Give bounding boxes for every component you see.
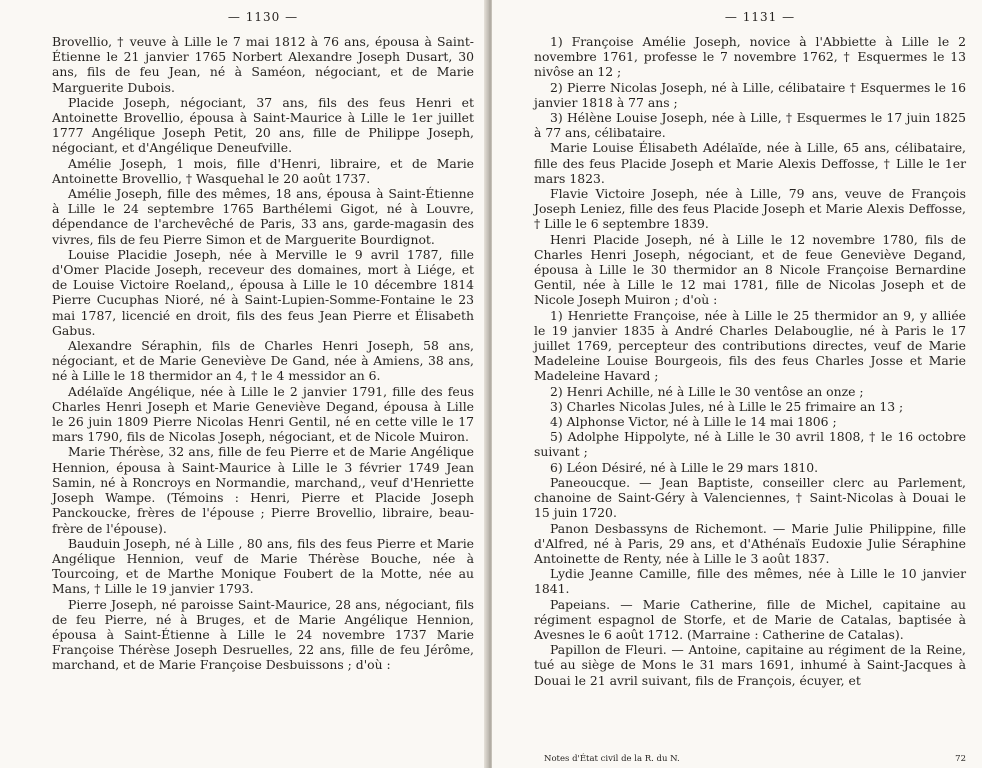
paragraph: Amélie Joseph, fille des mêmes, 18 ans, épousa à Saint-Étienne à Lille le 24 septembre 1765 Barthélemi Gigot, né à Louvre, dépendance de l'archevêché de Paris, 33 ans, garde-magasin des vivres, fils de feu Pierre Simon et de Marguerite Bourdignot. bbox=[52, 186, 474, 247]
footer-sheet-number: 72 bbox=[955, 754, 966, 764]
page-number-left: — 1130 — bbox=[227, 10, 299, 24]
paragraph: Lydie Jeanne Camille, fille des mêmes, née à Lille le 10 janvier 1841. bbox=[534, 566, 966, 597]
paragraph: Marie Thérèse, 32 ans, fille de feu Pierre et de Marie Angélique Hennion, épousa à Saint-Maurice à Lille le 3 février 1749 Jean Samin, né à Roncroys en Normandie, marchand,, veuf d'Henriette Joseph Wampe. (Témoins : Henri, Pierre et Placide Joseph Panckoucke, frères de l'épouse ; Pierre Brovellio, libraire, beau-frère de l'épouse). bbox=[52, 444, 474, 536]
list-item: 2) Pierre Nicolas Joseph, né à Lille, célibataire † Esquermes le 16 janvier 1818 à 77 ans ; bbox=[534, 79, 966, 110]
left-page bbox=[0, 0, 488, 768]
page-number-right: — 1131 — bbox=[724, 10, 796, 24]
paragraph: Marie Louise Élisabeth Adélaïde, née à Lille, 65 ans, célibataire, fille des feus Placide Joseph et Marie Alexis Deffosse, † Lille le 1er mars 1823. bbox=[534, 140, 966, 186]
entry-panon-desbassyns: Panon Desbassyns de Richemont. — Marie Julie Philippine, fille d'Alfred, né à Paris, 29 ans, et d'Athénaïs Eudoxie Julie Séraphine Antoinette de Renty, née à Lille le 3 août 1837. bbox=[534, 520, 966, 566]
paragraph: Brovellio, † veuve à Lille le 7 mai 1812 à 76 ans, épousa à Saint-Étienne le 21 janvier 1765 Norbert Alexandre Joseph Dusart, 30 ans, fils de feu Jean, né à Saméon, négociant, et de Marie Marguerite Dubois. bbox=[52, 34, 474, 95]
paragraph: Amélie Joseph, 1 mois, fille d'Henri, libraire, et de Marie Antoinette Brovellio, † Wasquehal le 20 août 1737. bbox=[52, 155, 474, 186]
entry-paneoucque: Paneoucque. — Jean Baptiste, conseiller clerc au Parlement, chanoine de Saint-Géry à Valenciennes, † Saint-Nicolas à Douai le 15 juin 1720. bbox=[534, 474, 966, 521]
list-item: 5) Adolphe Hippolyte, né à Lille le 30 avril 1808, † le 16 octobre suivant ; bbox=[534, 429, 966, 460]
paragraph: Louise Placidie Joseph, née à Merville le 9 avril 1787, fille d'Omer Placide Joseph, receveur des domaines, mort à Liége, et de Louise Victoire Roeland,, épousa à Lille le 10 décembre 1814 Pierre Cucuphas Nioré, né à Saint-Lupien-Somme-Fontaine le 23 mai 1787, licencié en droit, fils des feus Jean Pierre et Élisabeth Gabus. bbox=[52, 246, 474, 338]
paragraph: Adélaïde Angélique, née à Lille le 2 janvier 1791, fille des feus Charles Henri Joseph et Marie Geneviève Degand, épousa à Lille le 26 juin 1809 Pierre Nicolas Henri Gentil, né en cette ville le 17 mars 1790, fils de Nicolas Joseph, négociant, et de Nicole Muiron. bbox=[52, 383, 474, 445]
paragraph: Placide Joseph, négociant, 37 ans, fils des feus Henri et Antoinette Brovellio, épousa à Saint-Maurice à Lille le 1er juillet 1777 Angélique Joseph Petit, 20 ans, fille de Philippe Joseph, négociant, et d'Angélique Deneufville. bbox=[52, 94, 474, 156]
list-item: 1) Françoise Amélie Joseph, novice à l'Abbiette à Lille le 2 novembre 1761, professe le 7 novembre 1762, † Esquermes le 13 nivôse an 12 ; bbox=[534, 34, 966, 80]
right-page bbox=[492, 0, 982, 768]
paragraph: Flavie Victoire Joseph, née à Lille, 79 ans, veuve de François Joseph Leniez, fille des feus Placide Joseph et Marie Alexis Deffosse, † Lille le 6 septembre 1839. bbox=[534, 186, 966, 232]
list-item: 4) Alphonse Victor, né à Lille le 14 mai 1806 ; bbox=[550, 414, 837, 430]
list-item: 3) Hélène Louise Joseph, née à Lille, † Esquermes le 17 juin 1825 à 77 ans, célibataire. bbox=[534, 110, 966, 141]
entry-papillon-de-fleuri: Papillon de Fleuri. — Antoine, capitaine au régiment de la Reine, tué au siège de Mons le 31 mars 1691, inhumé à Saint-Jacques à Douai le 21 avril suivant, fils de François, écuyer, et bbox=[534, 642, 966, 688]
list-item: 1) Henriette Françoise, née à Lille le 25 thermidor an 9, y alliée le 19 janvier 1835 à André Charles Delabouglie, né à Paris le 17 juillet 1769, percepteur des contributions directes, veuf de Marie Madeleine Louise Bourgeois, fils des feus Charles Josse et Marie Madeleine Havard ; bbox=[534, 307, 966, 384]
list-item: 6) Léon Désiré, né à Lille le 29 mars 1810. bbox=[550, 459, 819, 475]
page-footer bbox=[534, 754, 966, 764]
list-item: 3) Charles Nicolas Jules, né à Lille le 25 frimaire an 13 ; bbox=[550, 398, 904, 414]
paragraph: Bauduin Joseph, né à Lille , 80 ans, fils des feus Pierre et Marie Angélique Hennion, veuf de Marie Thérèse Bouche, née à Tourcoing, et de Marthe Monique Foubert de la Motte, née au Mans, † Lille le 19 janvier 1793. bbox=[52, 535, 474, 597]
list-item: 2) Henri Achille, né à Lille le 30 ventôse an onze ; bbox=[550, 383, 864, 399]
paragraph: Henri Placide Joseph, né à Lille le 12 novembre 1780, fils de Charles Henri Joseph, négociant, et de feue Geneviève Degand, épousa à Lille le 30 thermidor an 8 Nicole Françoise Bernardine Gentil, née à Lille le 12 mai 1781, fille de Nicolas Joseph et de Nicole Joseph Muiron ; d'où : bbox=[534, 231, 966, 308]
footer-signature: Notes d'État civil de la R. du N. bbox=[544, 754, 680, 764]
entry-papeians: Papeians. — Marie Catherine, fille de Michel, capitaine au régiment espagnol de Storfe, et de Marie de Catalas, baptisée à Avesnes le 6 août 1712. (Marraine : Catherine de Catalas). bbox=[534, 596, 966, 642]
paragraph: Alexandre Séraphin, fils de Charles Henri Joseph, 58 ans, négociant, et de Marie Geneviève De Gand, née à Amiens, 38 ans, né à Lille le 18 thermidor an 4, † le 4 messidor an 6. bbox=[52, 338, 474, 384]
paragraph: Pierre Joseph, né paroisse Saint-Maurice, 28 ans, négociant, fils de feu Pierre, né à Bruges, et de Marie Angélique Hennion, épousa à Saint-Étienne à Lille le 24 novembre 1737 Marie Françoise Thérèse Joseph Desruelles, 22 ans, fille de feu Jérôme, marchand, et de Marie Françoise Desbuissons ; d'où : bbox=[52, 596, 474, 673]
